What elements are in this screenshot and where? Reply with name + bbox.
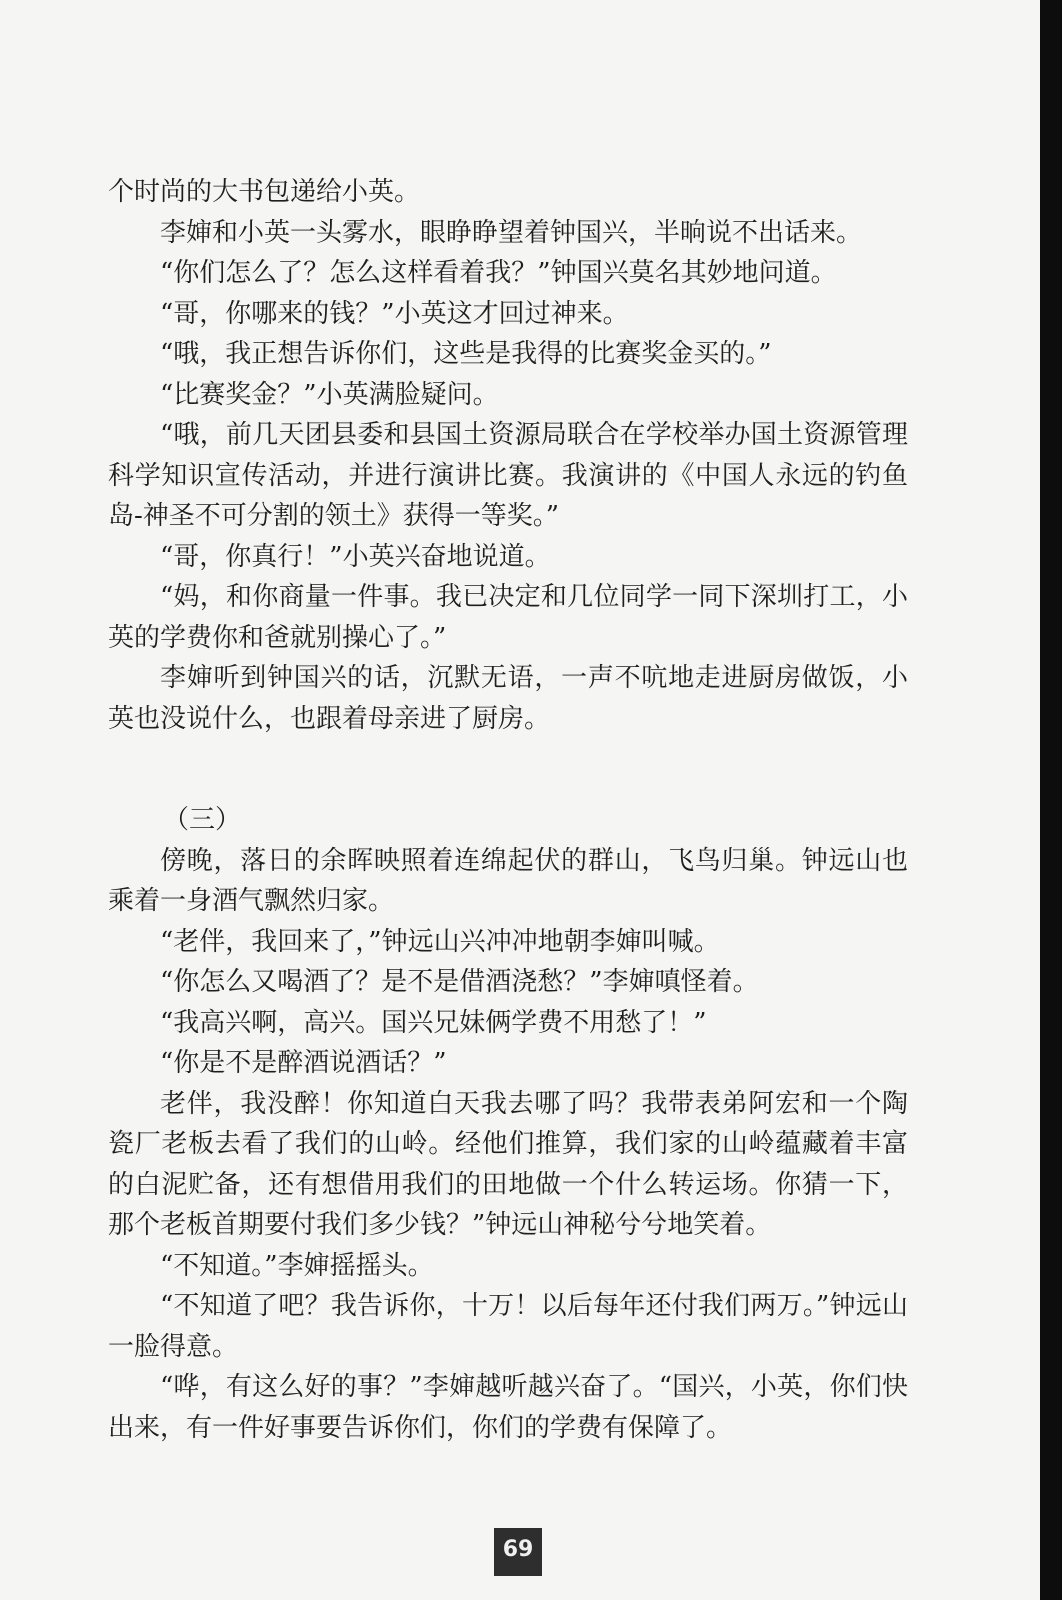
paragraph: 傍晚，落日的余晖映照着连绵起伏的群山，飞鸟归巢。钟远山也乘着一身酒气飘然归家。	[108, 845, 908, 916]
paragraph: 李婶听到钟国兴的话，沉默无语，一声不吭地走进厨房做饭，小英也没说什么，也跟着母亲进了厨房。	[108, 663, 908, 734]
paragraph: “不知道了吧？我告诉你，十万！以后每年还付我们两万。”钟远山一脸得意。	[108, 1291, 908, 1362]
paragraph: “你怎么又喝酒了？是不是借酒浇愁？”李婶嗔怪着。	[160, 967, 759, 997]
paragraph: “哗，有这么好的事？”李婶越听越兴奋了。“国兴，小英，你们快出来，有一件好事要告诉你们，你们的学费有保障了。	[108, 1372, 908, 1443]
body-text	[108, 172, 908, 1448]
section-heading: （三）	[163, 805, 242, 835]
paragraph: “老伴，我回来了，”钟远山兴冲冲地朝李婶叫喊。	[160, 926, 720, 957]
paragraph: “妈，和你商量一件事。我已决定和几位同学一同下深圳打工，小英的学费你和爸就别操心了。”	[108, 582, 908, 653]
paragraph: “哦，前几天团县委和县国土资源局联合在学校举办国土资源管理科学知识宣传活动，并进行演讲比赛。我演讲的《中国人永远的钓鱼岛-神圣不可分割的领土》获得一等奖。”	[108, 420, 908, 531]
paragraph: “哥，你真行！”小英兴奋地说道。	[160, 541, 551, 572]
paragraph: “哥，你哪来的钱？”小英这才回过神来。	[160, 298, 629, 329]
paragraph: 李婶和小英一头雾水，眼睁睁望着钟国兴，半晌说不出话来。	[160, 217, 863, 248]
section-gap	[108, 739, 908, 800]
paragraph: “我高兴啊，高兴。国兴兄妹俩学费不用愁了！”	[160, 1007, 707, 1038]
page-number: 69	[494, 1528, 542, 1576]
paragraph: 老伴，我没醉！你知道白天我去哪了吗？我带表弟阿宏和一个陶瓷厂老板去看了我们的山岭。经他们推算，我们家的山岭蕴藏着丰富的白泥贮备，还有想借用我们的田地做一个什么转运场。你猜一下，那个老板首期要付我们多少钱？”钟远山神秘兮兮地笑着。	[108, 1088, 908, 1240]
paragraph: “哦，我正想告诉你们，这些是我得的比赛奖金买的。”	[160, 339, 772, 369]
paragraph: “比赛奖金？”小英满脸疑问。	[160, 379, 499, 410]
paragraph: “不知道。”李婶摇摇头。	[160, 1250, 434, 1281]
page-edge-shadow	[1040, 0, 1062, 1600]
paragraph: 个时尚的大书包递给小英。	[108, 177, 421, 207]
paragraph: “你是不是醉酒说酒话？”	[160, 1048, 447, 1078]
paragraph: “你们怎么了？怎么这样看着我？”钟国兴莫名其妙地问道。	[160, 258, 837, 288]
